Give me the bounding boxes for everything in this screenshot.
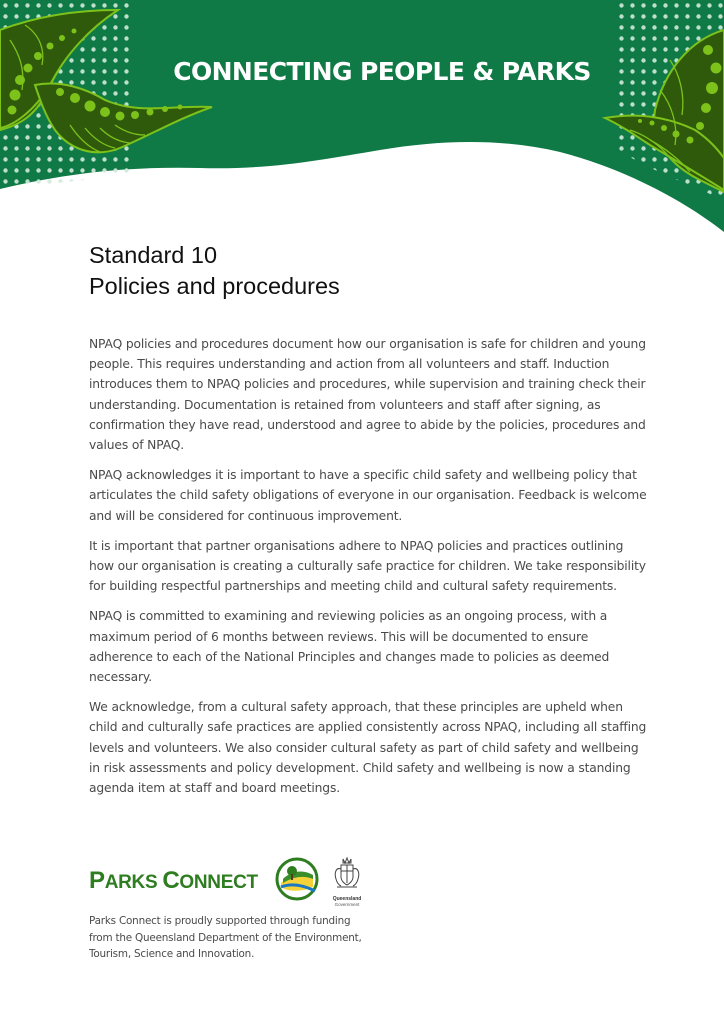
- queensland-government-logo: [329, 855, 365, 907]
- parks-connect-logo: PARKS CONNECT: [89, 867, 258, 894]
- qld-logo-line1: Queensland: [332, 896, 362, 902]
- wildlife-emblem-icon: [275, 857, 319, 901]
- paragraph: It is important that partner organisations adhere to NPAQ policies and practices outlining how our organisation is creating a culturally safe practice for children. We take responsibility for building respectful partnerships and meeting child and cultural safety requirements.: [89, 538, 646, 594]
- header-banner: [0, 0, 724, 240]
- standard-title: Policies and procedures: [89, 273, 340, 299]
- paragraph: We acknowledge, from a cultural safety approach, that these principles are upheld when child and culturally safe practices are applied consistently across NPAQ, including all staffing levels and volunteers. We also consider cultural safety as part of child safety and wellbeing in risk assessments and policy development. Child safety and wellbeing is now a standing agenda item at staff and board meetings.: [89, 700, 647, 796]
- paragraph: NPAQ is committed to examining and reviewing policies as an ongoing process, with a maximum period of 6 months between reviews. This will be documented to ensure adherence to each of the National Principles and changes made to policies as deemed necessary.: [89, 609, 610, 685]
- paragraph: NPAQ acknowledges it is important to have a specific child safety and wellbeing policy that articulates the child safety obligations of everyone in our organisation. Feedback is welcome and will be considered for continuous improvement.: [89, 468, 647, 523]
- queensland-crest-icon: [329, 855, 365, 891]
- funding-line: Parks Connect is proudly supported through funding: [89, 915, 351, 927]
- standard-number: Standard 10: [89, 242, 218, 268]
- funding-line: from the Queensland Department of the Environment,: [89, 931, 362, 944]
- funding-line: Tourism, Science and Innovation.: [89, 948, 255, 960]
- banner-title: CONNECTING PEOPLE & PARKS: [173, 57, 591, 86]
- body-text: [89, 334, 649, 808]
- funding-statement: [89, 913, 389, 963]
- banner-graphic: [0, 0, 724, 240]
- page-heading: [89, 240, 340, 302]
- qld-logo-line2: Government: [334, 902, 360, 907]
- paragraph: NPAQ policies and procedures document how our organisation is safe for children and young people. This requires understanding and action from all volunteers and staff. Induction introduces them to NPAQ policies and procedures, while supervision and training check their understanding. Documentation is retained from volunteers and staff after signing, as confirmation they have read, understood and agree to abide by the policies, procedures and values of NPAQ.: [89, 337, 646, 453]
- footer-logos: [89, 855, 379, 905]
